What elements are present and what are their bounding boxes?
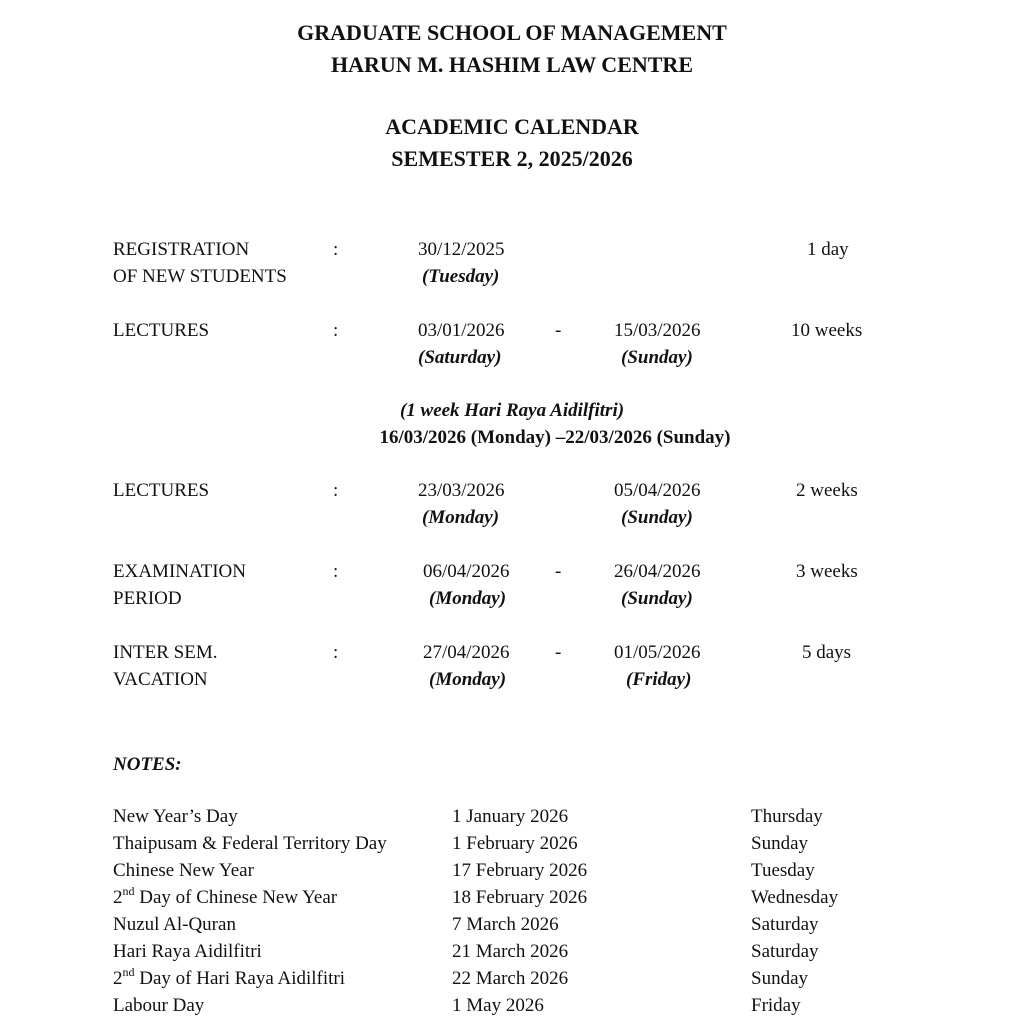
duration: 3 weeks [796, 561, 858, 582]
end-date: 05/04/2026 [614, 480, 701, 501]
start-date: 30/12/2025 [418, 239, 505, 260]
ordinal-suffix: nd [122, 964, 135, 979]
holiday-date: 1 February 2026 [452, 833, 578, 854]
duration: 10 weeks [791, 320, 863, 341]
holiday-name-text: Hari Raya Aidilfitri [113, 941, 262, 962]
separator: : [333, 480, 339, 501]
holiday-date: 7 March 2026 [452, 914, 559, 935]
holiday-day: Sunday [751, 968, 808, 989]
holiday-name [113, 995, 204, 1017]
holiday-day: Saturday [751, 914, 819, 935]
holiday-name [113, 941, 262, 963]
holiday-name-rest: Day of Hari Raya Aidilfitri [134, 968, 346, 989]
separator: : [333, 561, 339, 582]
range-dash: - [555, 320, 562, 341]
holiday-name-text: Chinese New Year [113, 860, 254, 881]
holiday-name [113, 833, 387, 855]
semester-title: SEMESTER 2, 2025/2026 [391, 146, 633, 171]
separator: : [333, 320, 339, 341]
row-label-line2: OF NEW STUDENTS [113, 266, 287, 287]
row-label: REGISTRATION [113, 239, 250, 260]
start-date: 23/03/2026 [418, 480, 505, 501]
start-day: (Saturday) [418, 347, 502, 368]
end-date: 15/03/2026 [614, 320, 701, 341]
end-date: 26/04/2026 [614, 561, 701, 582]
start-date: 27/04/2026 [423, 642, 510, 663]
end-day: (Sunday) [621, 507, 693, 528]
notes-heading: NOTES: [113, 754, 182, 775]
end-date: 01/05/2026 [614, 642, 701, 663]
school-name: GRADUATE SCHOOL OF MANAGEMENT [297, 20, 727, 45]
start-day: (Monday) [429, 669, 507, 690]
row-label-line2: VACATION [113, 669, 208, 690]
duration: 5 days [802, 642, 852, 663]
holiday-name-text: 2 [113, 887, 123, 908]
break-note: (1 week Hari Raya Aidilfitri) [399, 400, 625, 421]
holiday-date: 1 May 2026 [452, 995, 544, 1016]
row-label: INTER SEM. [113, 642, 218, 663]
end-day: (Sunday) [621, 588, 693, 609]
holiday-day: Wednesday [751, 887, 839, 908]
holiday-name-text: Labour Day [113, 995, 205, 1016]
holiday-day: Saturday [751, 941, 819, 962]
duration: 1 day [807, 239, 849, 260]
holiday-name-rest: Day of Chinese New Year [134, 887, 338, 908]
holiday-day: Sunday [751, 833, 808, 854]
holiday-name [113, 806, 238, 828]
break-dates: 16/03/2026 (Monday) –22/03/2026 (Sunday) [379, 427, 731, 448]
start-day: (Monday) [429, 588, 507, 609]
row-label: LECTURES [113, 480, 210, 501]
holiday-name [113, 860, 254, 882]
start-day: (Monday) [422, 507, 500, 528]
holiday-name-text: Thaipusam & Federal Territory Day [113, 833, 387, 854]
row-label: LECTURES [113, 320, 210, 341]
holiday-date: 18 February 2026 [452, 887, 588, 908]
holiday-day: Tuesday [751, 860, 815, 881]
start-date: 06/04/2026 [423, 561, 510, 582]
holiday-date: 22 March 2026 [452, 968, 569, 989]
holiday-date: 17 February 2026 [452, 860, 588, 881]
holiday-name-text: Nuzul Al-Quran [113, 914, 236, 935]
holiday-day: Friday [751, 995, 801, 1016]
centre-name: HARUN M. HASHIM LAW CENTRE [330, 52, 693, 77]
ordinal-suffix: nd [122, 883, 135, 898]
holiday-day: Thursday [751, 806, 823, 827]
calendar-title: ACADEMIC CALENDAR [385, 114, 639, 139]
separator: : [333, 642, 339, 663]
holiday-name-text: 2 [113, 968, 123, 989]
holiday-name [113, 964, 346, 990]
range-dash: - [555, 561, 562, 582]
holiday-name [113, 883, 338, 909]
duration: 2 weeks [796, 480, 858, 501]
end-day: (Friday) [626, 669, 692, 690]
separator: : [333, 239, 339, 260]
row-label: EXAMINATION [113, 561, 246, 582]
start-day: (Tuesday) [422, 266, 500, 287]
holiday-name-text: New Year’s Day [113, 806, 238, 827]
holiday-date: 21 March 2026 [452, 941, 569, 962]
row-label-line2: PERIOD [113, 588, 182, 609]
start-date: 03/01/2026 [418, 320, 505, 341]
holiday-name [113, 914, 236, 936]
range-dash: - [555, 642, 562, 663]
holiday-date: 1 January 2026 [452, 806, 569, 827]
end-day: (Sunday) [621, 347, 693, 368]
